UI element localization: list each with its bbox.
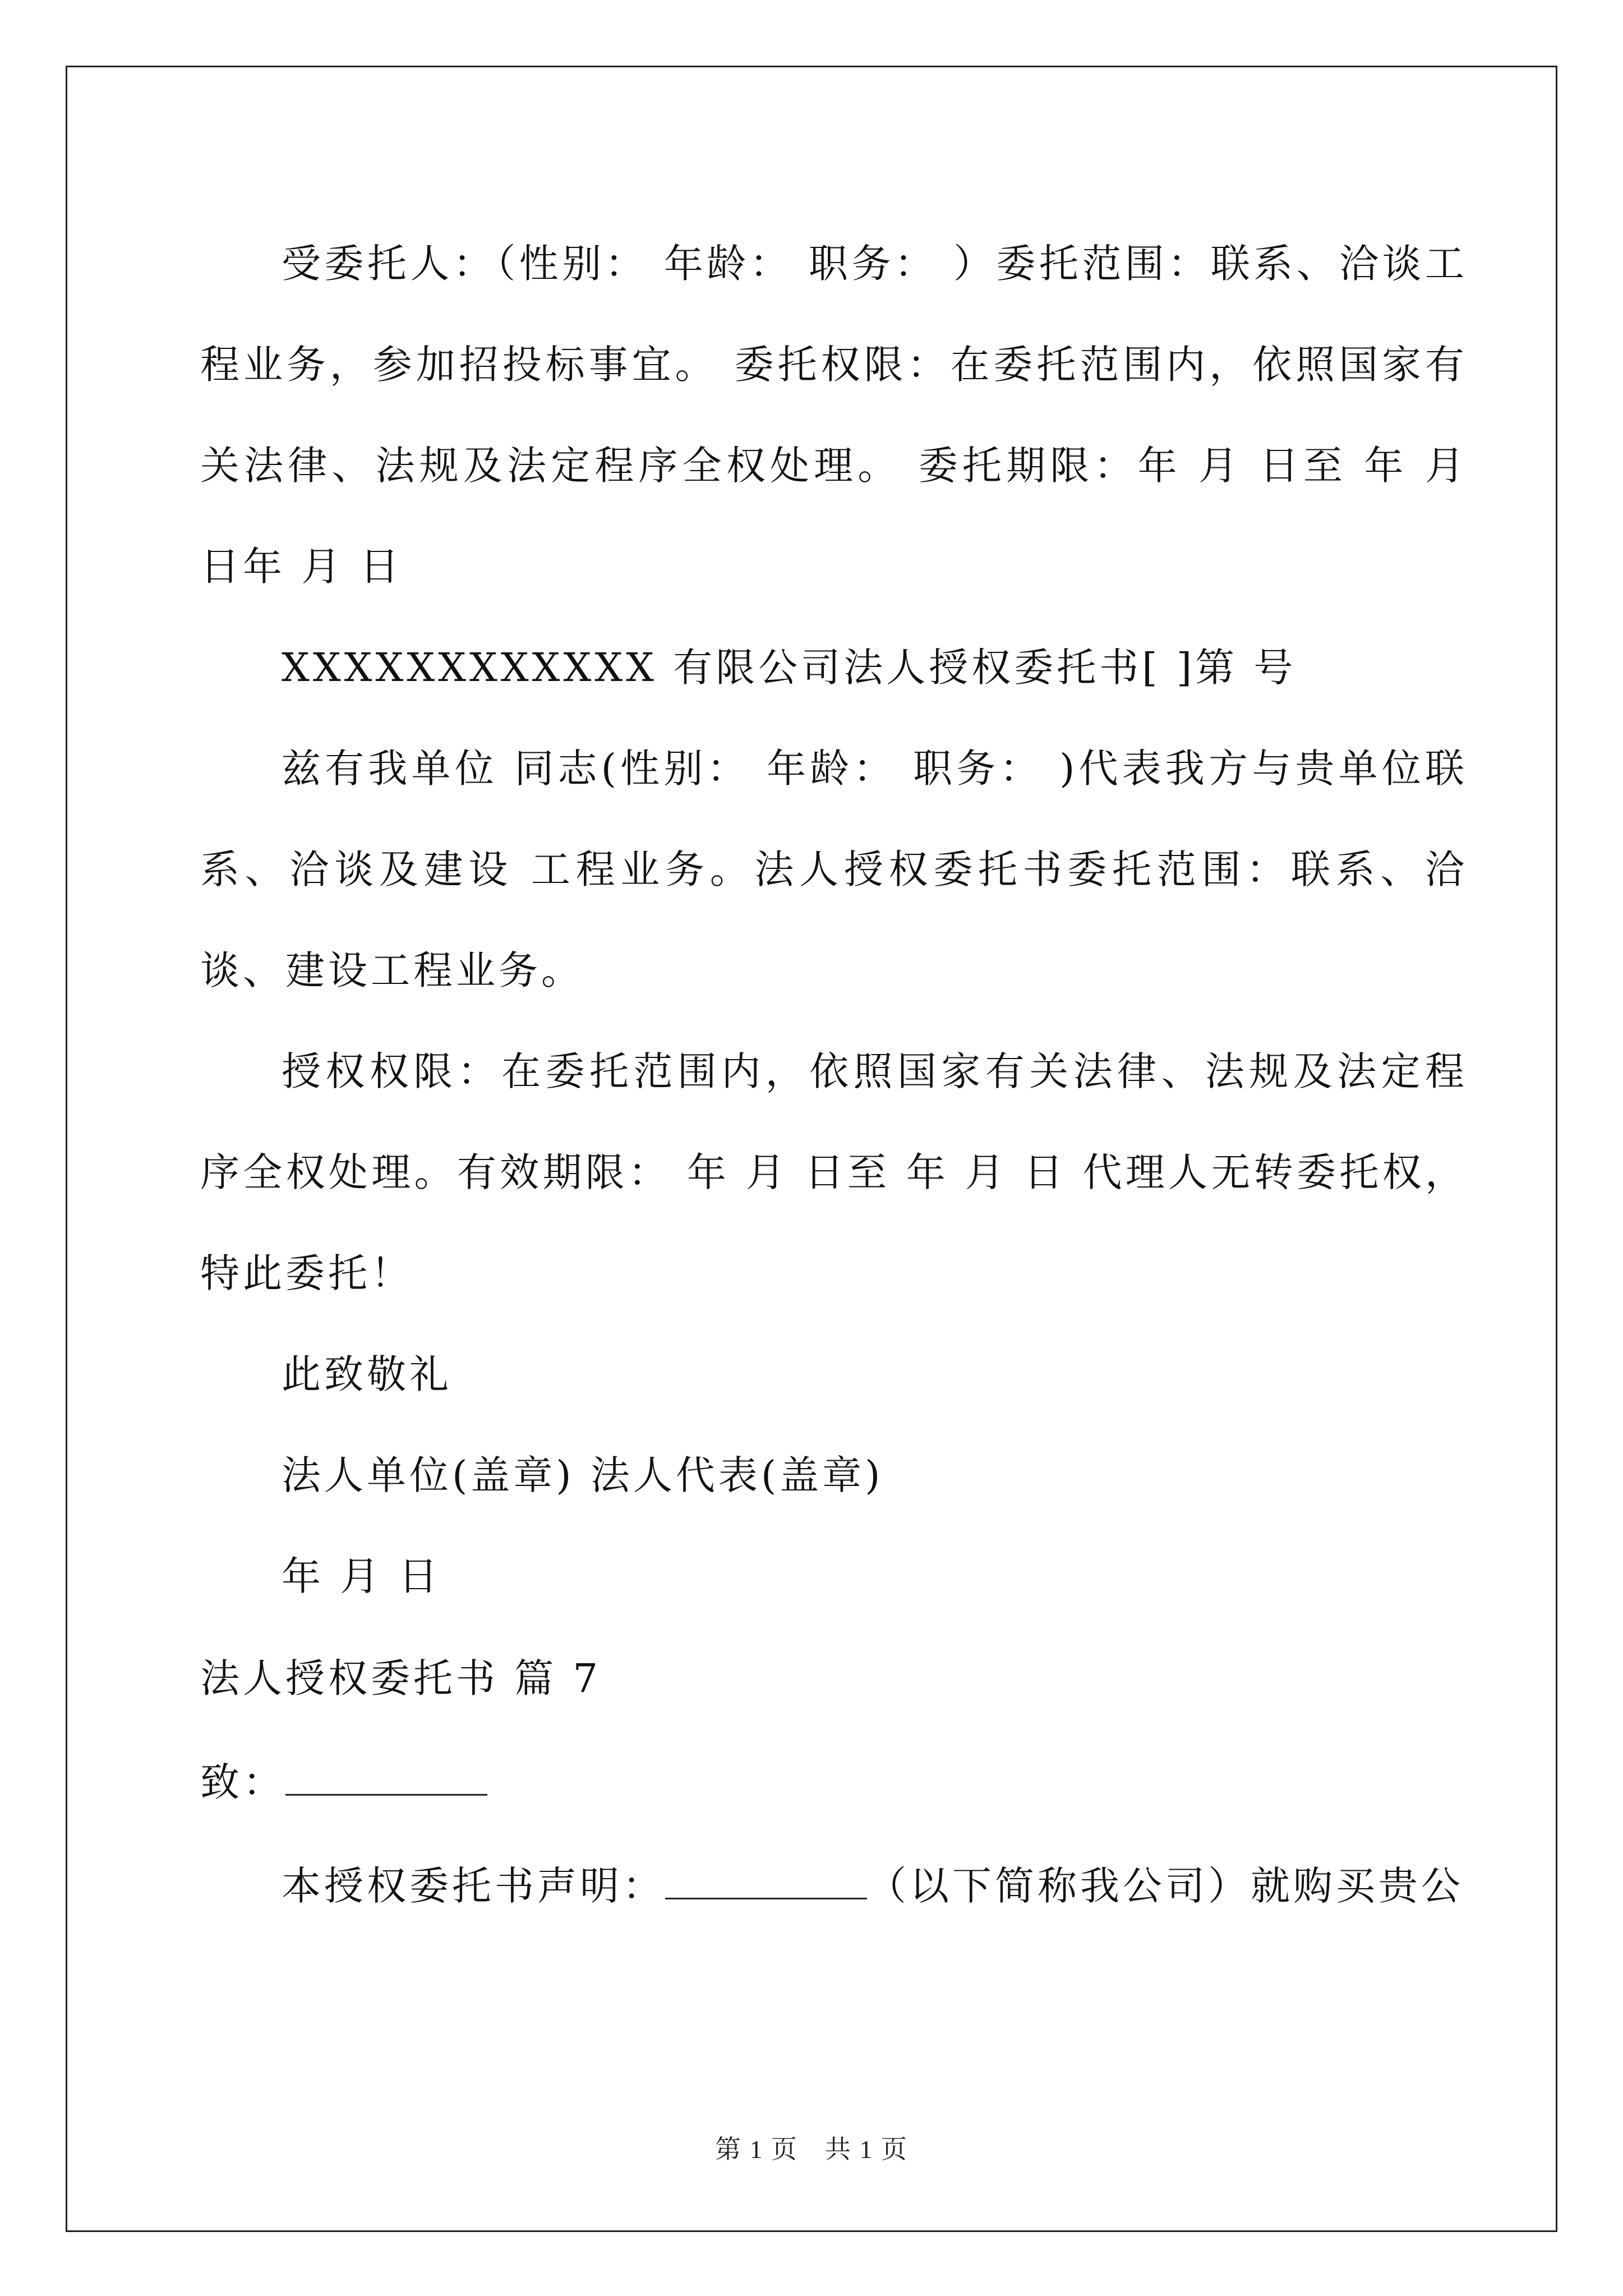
paragraph-company-title: XXXXXXXXXXXX 有限公司法人授权委托书[ ]第 号: [282, 645, 1297, 691]
paragraph-recipient: [200, 1731, 1468, 1834]
paragraph-representative: 兹有我单位 同志(性别： 年龄： 职务： )代表我方与贵单位联系、洽谈及建设 工程业务。法人授权委托书委托范围：联系、洽谈、建设工程业务。: [200, 746, 1468, 993]
page-number: 第 1 页 共 1 页: [715, 2135, 908, 2164]
paragraph-seals: 法人单位(盖章) 法人代表(盖章): [282, 1452, 884, 1498]
paragraph-authority: 授权权限：在委托范围内，依照国家有关法律、法规及法定程序全权处理。有效期限： 年 月 日至 年 月 日 代理人无转委托权，特此委托！: [200, 1048, 1468, 1296]
recipient-label: 致：: [200, 1759, 285, 1805]
declaration-prefix: 本授权委托书声明：: [282, 1863, 665, 1909]
declaration-suffix: （以下简称我公司）就购买贵公: [867, 1863, 1464, 1909]
paragraph-salutation: 此致敬礼: [282, 1351, 452, 1397]
paragraph-entrustment-terms: 受委托人：（性别： 年龄： 职务： ）委托范围：联系、洽谈工程业务，参加招投标事宜。 委托权限：在委托范围内，依照国家有关法律、法规及法定程序全权处理。 委托期限：年 月 日至 年 月日年 月 日: [200, 241, 1468, 590]
section-heading: 法人授权委托书 篇 7: [200, 1655, 602, 1701]
paragraph-date: 年 月 日: [282, 1553, 441, 1599]
document-body: [200, 213, 1468, 1938]
company-name-blank: [665, 1866, 867, 1899]
paragraph-declaration: [200, 1834, 1468, 1938]
recipient-blank: [285, 1763, 487, 1796]
